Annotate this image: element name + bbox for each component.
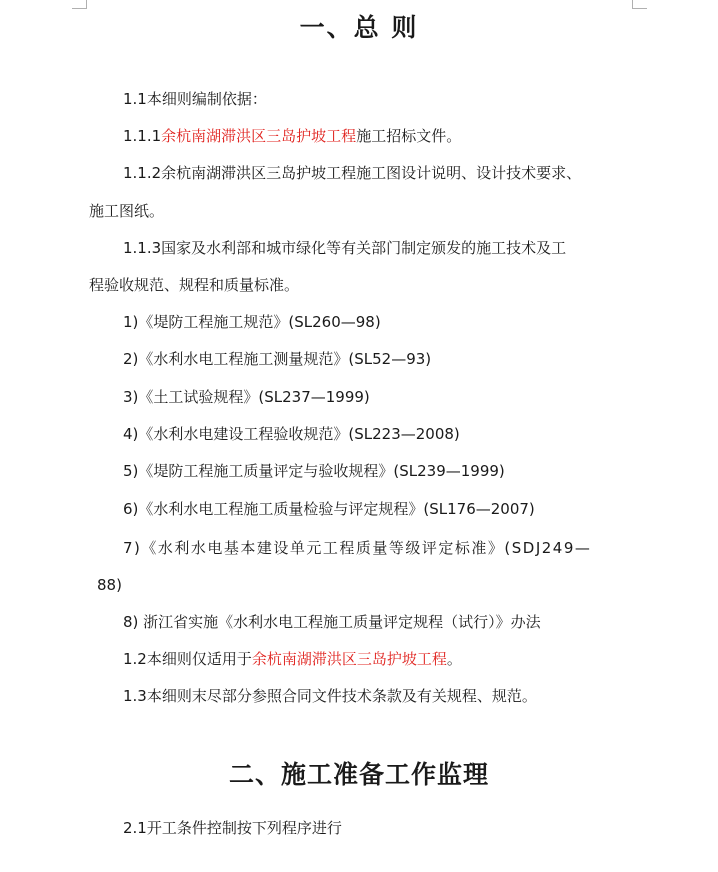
standard-item: 3)《土工试验规程》(SL237—1999) [123, 388, 370, 406]
project-name-highlight: 余杭南湖滞洪区三岛护坡工程 [251, 650, 447, 668]
standard-item: 4)《水利水电建设工程验收规范》(SL223—2008) [123, 425, 460, 443]
paragraph-1-1-2-line2: 施工图纸。 [89, 202, 165, 220]
section-2-title: 二、施工准备工作监理 [228, 760, 489, 789]
project-name-highlight: 余杭南湖滞洪区三岛护坡工程 [161, 127, 357, 145]
paragraph-1-1-1-number: 1.1.1 [123, 127, 162, 145]
standard-item-8: 8) 浙江省实施《水利水电工程施工质量评定规程（试行）》办法 [123, 613, 541, 631]
section-1-title: 一、总 则 [299, 13, 419, 42]
paragraph-1-2-text: 1.2本细则仅适用于 [123, 650, 252, 668]
standard-item-7-line2: 88) [97, 576, 122, 594]
paragraph-1-1-2-line1: 1.1.2余杭南湖滞洪区三岛护坡工程施工图设计说明、设计技术要求、 [123, 164, 582, 182]
standard-item: 2)《水利水电工程施工测量规范》(SL52—93) [123, 350, 432, 368]
paragraph-2-1: 2.1开工条件控制按下列程序进行 [123, 819, 342, 837]
standard-item: 6)《水利水电工程施工质量检验与评定规程》(SL176—2007) [123, 500, 535, 518]
standard-item: 5)《堤防工程施工质量评定与验收规程》(SL239—1999) [123, 462, 505, 480]
paragraph-1-1-1-text: 施工招标文件。 [356, 127, 462, 145]
standard-item: 1)《堤防工程施工规范》(SL260—98) [123, 313, 381, 331]
paragraph-1-3: 1.3本细则末尽部分参照合同文件技术条款及有关规程、规范。 [123, 687, 537, 705]
standard-item-7-line1: 7)《水利水电基本建设单元工程质量等级评定标准》(SDJ249— [123, 539, 592, 557]
paragraph-1-1-3-line1: 1.1.3国家及水利部和城市绿化等有关部门制定颁发的施工技术及工 [123, 239, 567, 257]
paragraph-1-1-1 [123, 126, 461, 146]
paragraph-1-1-3-line2: 程验收规范、规程和质量标准。 [89, 276, 300, 294]
paragraph-1-1: 1.1本细则编制依据： [123, 90, 267, 108]
paragraph-1-2-end: 。 [446, 650, 462, 668]
paragraph-1-2 [123, 649, 462, 669]
